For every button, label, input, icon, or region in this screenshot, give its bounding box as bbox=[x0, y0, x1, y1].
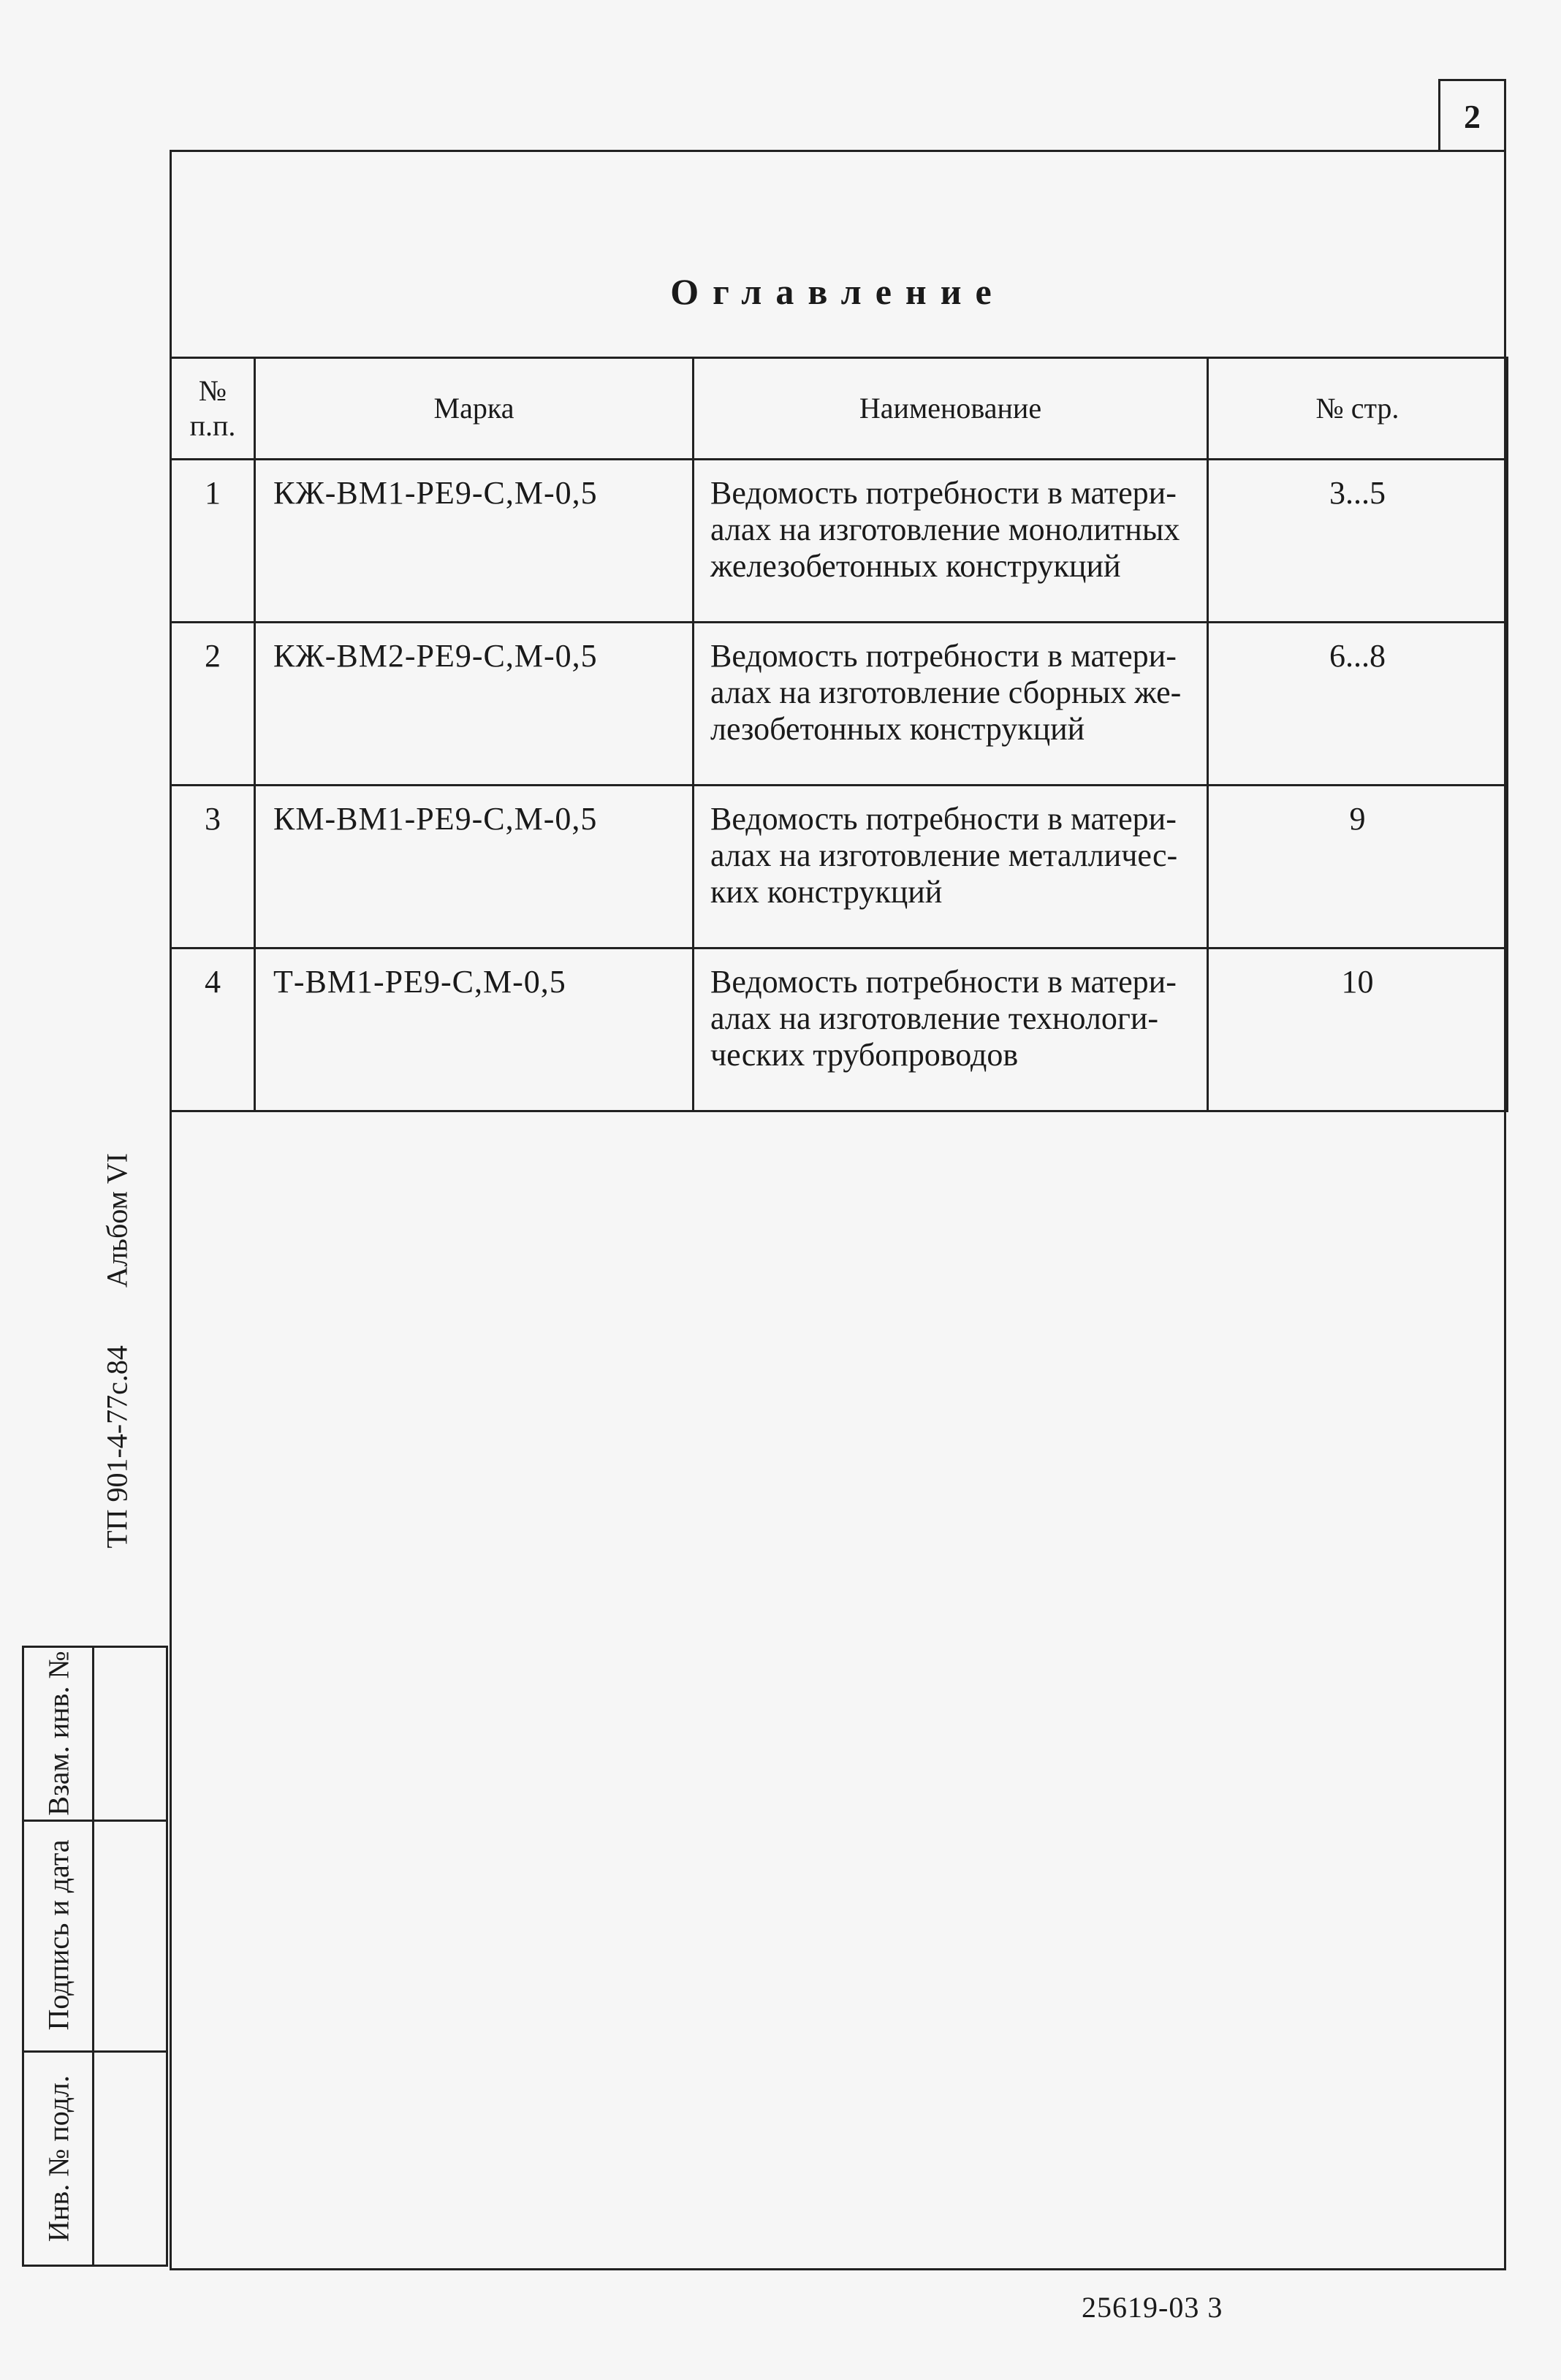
row-mark: КМ-ВМ1-РЕ9-С,М-0,5 bbox=[255, 786, 694, 948]
table-row bbox=[171, 948, 1508, 1111]
row-name: Ведомость потребности в матери- алах на изготовление монолитных железобетонных конструкций bbox=[694, 460, 1208, 623]
header-name: Наименование bbox=[694, 358, 1208, 460]
header-mark: Марка bbox=[255, 358, 694, 460]
row-pages: 9 bbox=[1208, 786, 1508, 948]
contents-table bbox=[170, 357, 1508, 1112]
header-num: № п.п. bbox=[171, 358, 255, 460]
table-row bbox=[171, 460, 1508, 623]
footer-code: 25619-03 3 bbox=[1082, 2291, 1223, 2324]
row-number: 3 bbox=[171, 786, 255, 948]
row-number: 2 bbox=[171, 623, 255, 786]
row-pages: 10 bbox=[1208, 948, 1508, 1111]
row-name: Ведомость потребности в матери- алах на изготовление технологи- ческих трубопроводов bbox=[694, 948, 1208, 1111]
stamp-inv-label: Инв. № подл. bbox=[42, 2075, 75, 2242]
row-pages: 6...8 bbox=[1208, 623, 1508, 786]
row-number: 1 bbox=[171, 460, 255, 623]
stamp-divider bbox=[92, 1646, 94, 2267]
stamp-podpis-label: Подпись и дата bbox=[42, 1839, 75, 2031]
album-label: Альбом VI bbox=[100, 1152, 134, 1288]
row-name: Ведомость потребности в матери- алах на изготовление металличес- ких конструкций bbox=[694, 786, 1208, 948]
page-title: Оглавление bbox=[670, 271, 1006, 312]
row-mark: Т-ВМ1-РЕ9-С,М-0,5 bbox=[255, 948, 694, 1111]
table-row bbox=[171, 786, 1508, 948]
stamp-divider bbox=[22, 2050, 168, 2053]
row-mark: КЖ-ВМ2-РЕ9-С,М-0,5 bbox=[255, 623, 694, 786]
table-row bbox=[171, 623, 1508, 786]
stamp-divider bbox=[22, 1820, 168, 1822]
row-name: Ведомость потребности в матери- алах на изготовление сборных же- лезобетонных конструкций bbox=[694, 623, 1208, 786]
stamp-vzam-label: Взам. инв. № bbox=[42, 1651, 75, 1816]
document-code: ТП 901-4-77с.84 bbox=[100, 1345, 134, 1548]
table-header-row bbox=[171, 358, 1508, 460]
row-pages: 3...5 bbox=[1208, 460, 1508, 623]
row-mark: КЖ-ВМ1-РЕ9-С,М-0,5 bbox=[255, 460, 694, 623]
header-page: № стр. bbox=[1208, 358, 1508, 460]
page-number: 2 bbox=[1438, 79, 1506, 152]
row-number: 4 bbox=[171, 948, 255, 1111]
